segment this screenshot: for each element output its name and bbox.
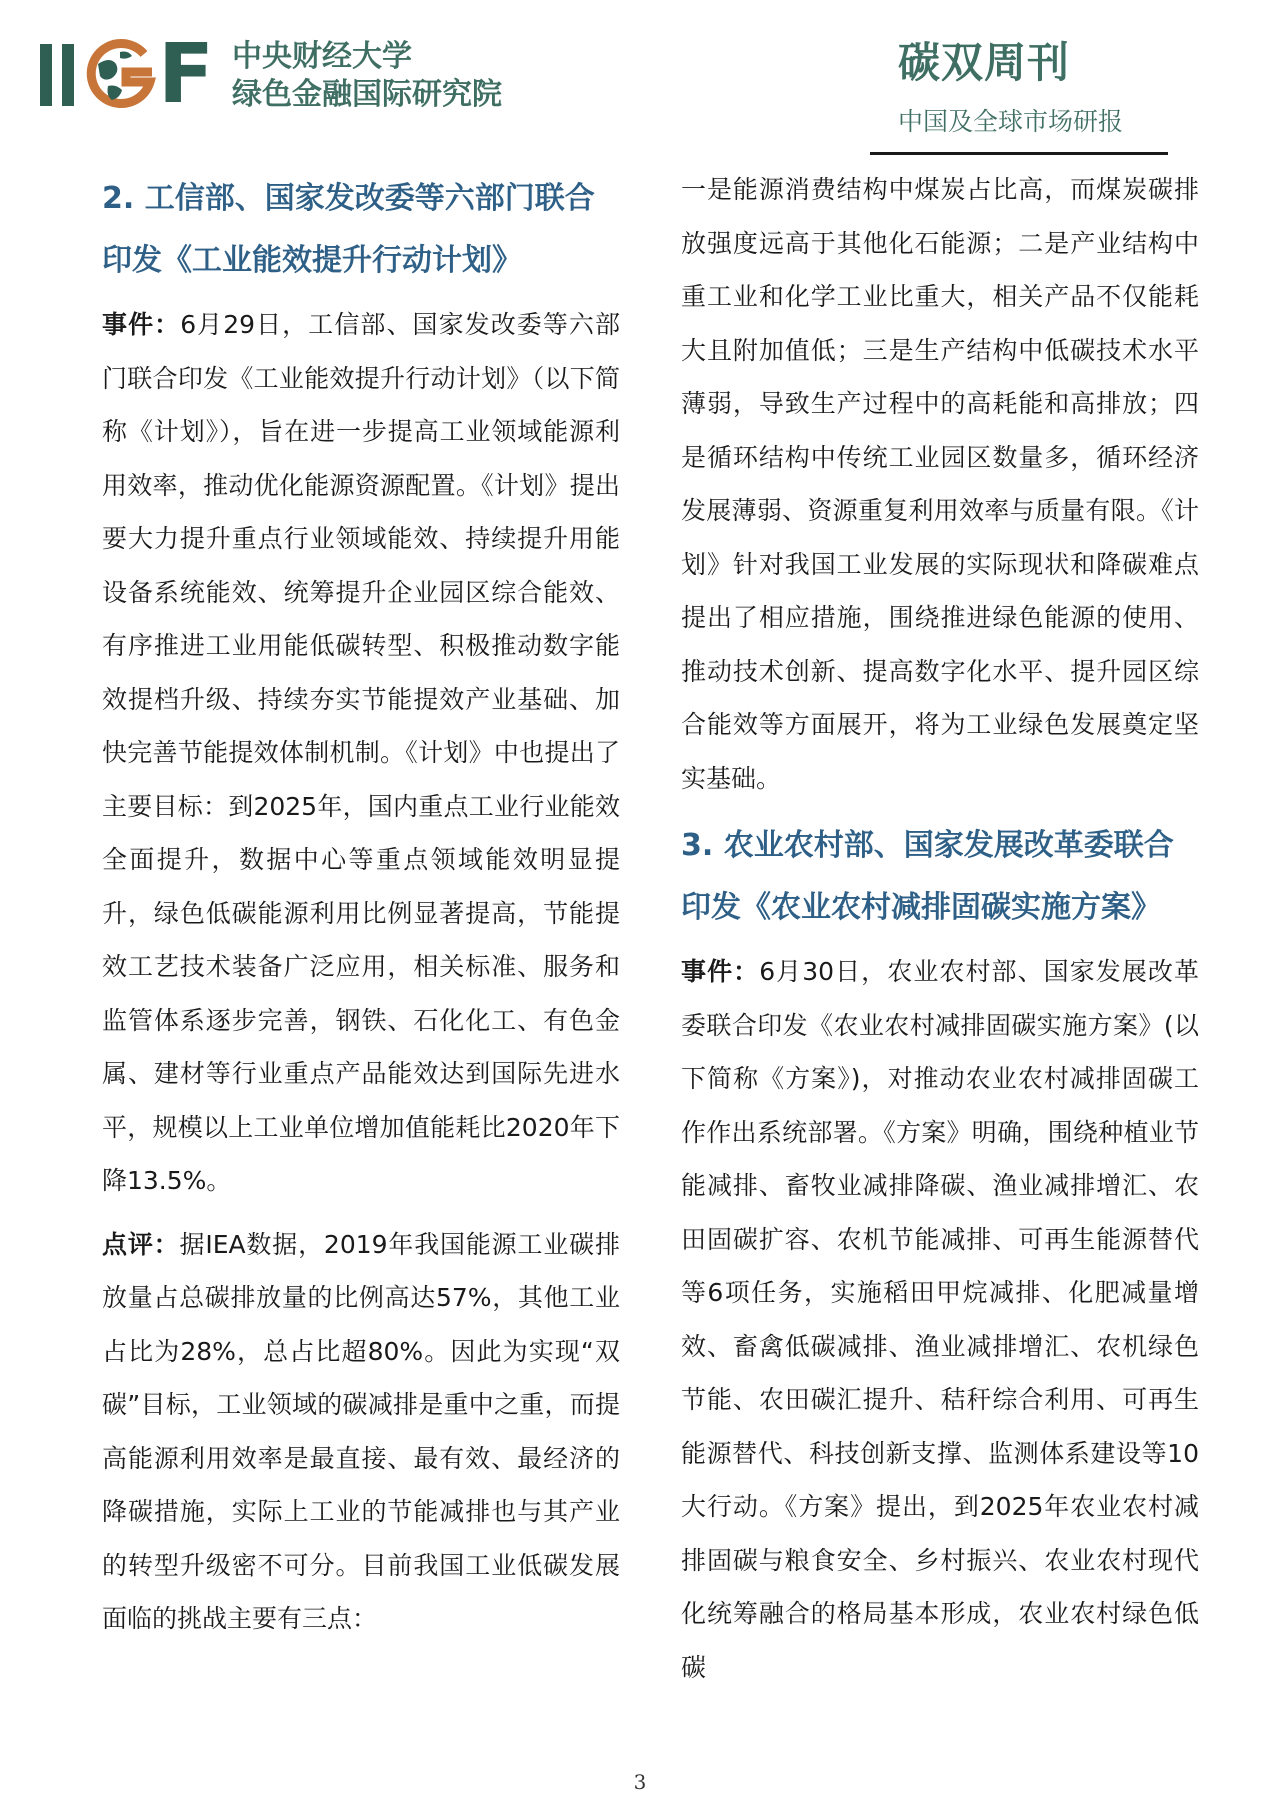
event-text: 6月29日，工信部、国家发改委等六部门联合印发《工业能效提升行动计划》（以下简称《计划》），旨在进一步提高工业领域能源利用效率，推动优化能源资源配置。《计划》提出要大力提升重点行业领域能效、持续提升用能设备系统能效、统筹提升企业园区综合能效、有序推进工业用能低碳转型、积极推动数字能效提档升级、持续夯实节能提效产业基础、加快完善节能提效体制机制。《计划》中也提出了主要目标：到2025年，国内重点工业行业能效全面提升，数据中心等重点领域能效明显提升，绿色低碳能源利用比例显著提高，节能提效工艺技术装备广泛应用，相关标准、服务和监管体系逐步完善，钢铁、石化化工、有色金属、建材等行业重点产品能效达到国际先进水平，规模以上工业单位增加值能耗比2020年下降13.5%。 <box>102 310 620 1195</box>
logo-letter-f: F <box>158 27 215 122</box>
event-text: 6月30日，农业农村部、国家发展改革委联合印发《农业农村减排固碳实施方案》(以下简称《方案》)，对推动农业农村减排固碳工作作出系统部署。《方案》明确，围绕种植业节能减排、畜牧业减排降碳、渔业减排增汇、农田固碳扩容、农机节能减排、可再生能源替代等6项任务，实施稻田甲烷减排、化肥减量增效、畜禽低碳减排、渔业减排增汇、农机绿色节能、农田碳汇提升、秸秆综合利用、可再生能源替代、科技创新支撑、监测体系建设等10大行动。《方案》提出，到2025年农业农村减排固碳与粮食安全、乡村振兴、农业农村现代化统筹融合的格局基本形成，农业农村绿色低碳 <box>681 957 1199 1682</box>
header-rule <box>870 152 1168 155</box>
event-label: 事件： <box>681 957 760 986</box>
event-paragraph-3 <box>681 945 1199 1694</box>
section-heading-2: 2. 工信部、国家发改委等六部门联合印发《工业能效提升行动计划》 <box>102 181 595 278</box>
comment-paragraph-2 <box>102 1218 620 1646</box>
comment-label: 点评： <box>102 1229 180 1259</box>
event-paragraph-2 <box>102 298 620 1208</box>
org-name <box>232 38 502 114</box>
right-column <box>681 163 1199 1694</box>
org-name-line2: 绿色金融国际研究院 <box>232 77 502 112</box>
publication-title: 碳双周刊 <box>898 38 1071 87</box>
org-name-line1: 中央财经大学 <box>232 39 412 74</box>
comment-text: 据IEA数据，2019年我国能源工业碳排放量占总碳排放量的比例高达57%，其他工业占比为28%，总占比超80%。因此为实现“双碳”目标，工业领域的碳减排是重中之重，而提高能源利用效率是最直接、最有效、最经济的降碳措施，实际上工业的节能减排也与其产业的转型升级密不可分。目前我国工业低碳发展面临的挑战主要有三点： <box>102 1229 620 1633</box>
event-label: 事件： <box>102 310 181 339</box>
globe-logo-icon <box>86 38 158 112</box>
publication-subtitle: 中国及全球市场研报 <box>898 107 1124 136</box>
comment-continuation: 一是能源消费结构中煤炭占比高，而煤炭碳排放强度远高于其他化石能源；二是产业结构中重工业和化学工业比重大，相关产品不仅能耗大且附加值低；三是生产结构中低碳技术水平薄弱，导致生产过程中的高耗能和高排放；四是循环结构中传统工业园区数量多，循环经济发展薄弱、资源重复利用效率与质量有限。《计划》针对我国工业发展的实际现状和降碳难点提出了相应措施，围绕推进绿色能源的使用、推动技术创新、提高数字化水平、提升园区综合能效等方面展开，将为工业绿色发展奠定坚实基础。 <box>681 175 1199 793</box>
logo-bar-2 <box>62 44 74 106</box>
iigf-logo <box>40 27 220 122</box>
section-heading-3: 3. 农业农村部、国家发展改革委联合印发《农业农村减排固碳实施方案》 <box>681 828 1174 925</box>
page-number: 3 <box>633 1770 647 1794</box>
logo-bar-1 <box>40 44 52 106</box>
left-column <box>102 168 620 1646</box>
